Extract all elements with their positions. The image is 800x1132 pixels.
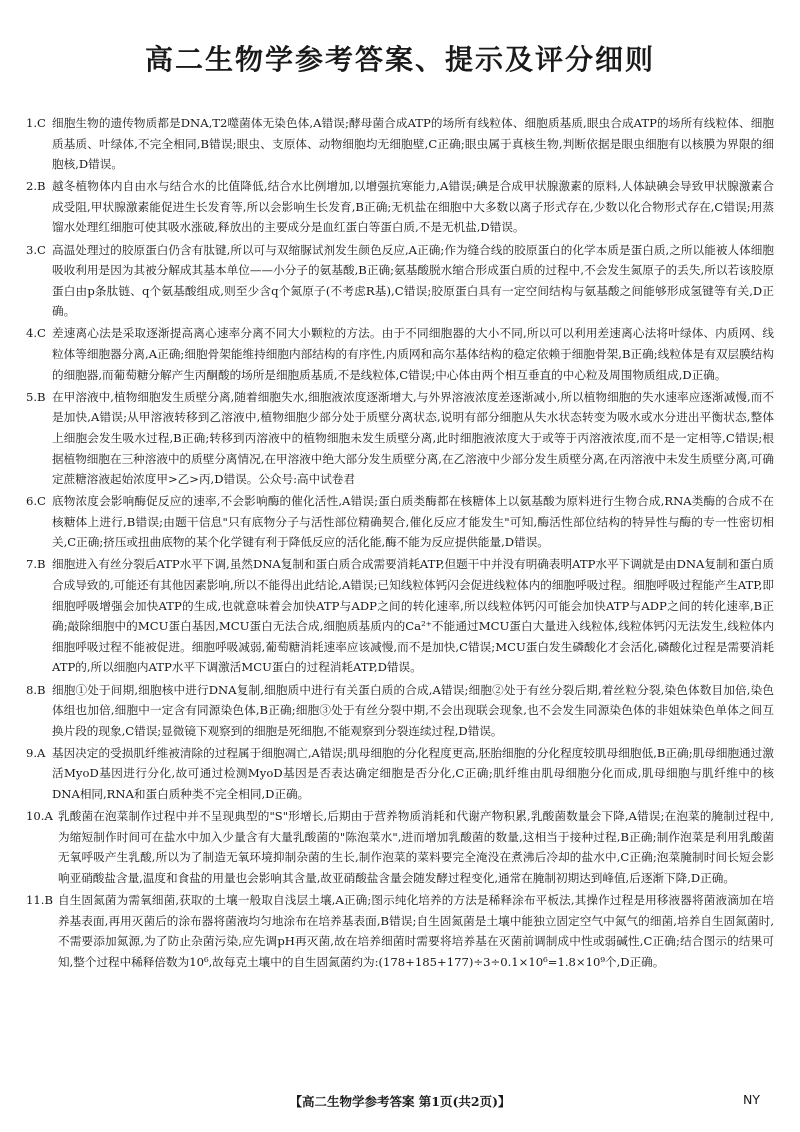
answer-item — [26, 113, 774, 175]
answer-explanation: 高温处理过的胶原蛋白仍含有肽键,所以可与双缩脲试剂发生颜色反应,A正确;作为缝合线的胶原蛋白的化学本质是蛋白质,之所以能被人体细胞吸收利用是因为其被分解成其基本单位——小分子的氨基酸,B正确;氨基酸脱水缩合形成蛋白质的过程中,不会发生氮原子的丢失,所以若该胶原蛋白由p条肽链、q个氨基酸组成,则至少含q个氮原子(不考虑R基),C错误;胶原蛋白具有一定空间结构与氨基酸之间能够形成氢键等有关,D正确。 — [52, 242, 774, 319]
answer-explanation: 差速离心法是采取逐渐提高离心速率分离不同大小颗粒的方法。由于不同细胞器的大小不同,所以可以利用差速离心法将叶绿体、内质网、线粒体等细胞器分离,A正确;细胞骨架能维持细胞内部结构的有序性,内质网和高尔基体结构的稳定依赖于细胞骨架,B正确;线粒体是有双层膜结构的细胞器,而葡萄糖分解产生丙酮酸的场所是细胞质基质,不是线粒体,C错误;中心体由两个相互垂直的中心粒及周围物质组成,D正确。 — [52, 326, 774, 382]
answer-list — [26, 113, 774, 974]
answer-number: 6.C — [26, 494, 46, 509]
answer-explanation: 细胞①处于间期,细胞核中进行DNA复制,细胞质中进行有关蛋白质的合成,A错误;细胞②处于有丝分裂后期,着丝粒分裂,染色体数目加倍,染色体组也加倍,细胞中一定含有同源染色体,B正确;细胞③处于有丝分裂中期,不会出现联会现象,也不会发生同源染色体的非姐妹染色单体之间互换片段的现象,C错误;显微镜下观察到的细胞是死细胞,不能观察到分裂连续过程,D错误。 — [52, 682, 774, 738]
answer-explanation: 基因决定的受损肌纤维被清除的过程属于细胞凋亡,A错误;肌母细胞的分化程度更高,胚胎细胞的分化程度较肌母细胞低,B正确;肌母细胞通过激活MyoD基因进行分化,故可通过检测MyoD基因是否表达确定细胞是否分化,C正确;肌纤维由肌母细胞分化而成,肌母细胞与肌纤维中的核DNA相同,RNA和蛋白质种类不完全相同,D正确。 — [52, 745, 774, 801]
answer-number: 1.C — [26, 116, 46, 130]
answer-explanation: 越冬植物体内自由水与结合水的比值降低,结合水比例增加,以增强抗寒能力,A错误;碘是合成甲状腺激素的原料,人体缺碘会导致甲状腺激素合成受阻,甲状腺激素能促进生长发育等,所以会影响生长发育,B正确;无机盐在细胞中大多数以离子形式存在,少数以化合物形式存在,C错误;用蒸馏水处理红细胞可使其吸水涨破,释放出的主要成分是血红蛋白等蛋白质,不是无机盐,D错误。 — [52, 179, 774, 235]
answer-number: 9.A — [26, 745, 46, 760]
answer-number: 11.B — [26, 892, 53, 907]
answer-number: 3.C — [26, 242, 46, 257]
answer-explanation: 乳酸菌在泡菜制作过程中并不呈现典型的"S"形增长,后期由于营养物质消耗和代谢产物积累,乳酸菌数量会下降,A错误;在泡菜的腌制过程中,为缩短制作时间可在盐水中加入少量含有大量乳酸菌的"陈泡菜水",进而增加乳酸菌的数量,这相当于接种过程,B正确;制作泡菜是利用乳酸菌无氧呼吸产生乳酸,所以为了制造无氧环境抑制杂菌的生长,制作泡菜的菜料要完全淹没在煮沸后冷却的盐水中,C正确;泡菜腌制时间长短会影响亚硝酸盐含量,温度和食盐的用量也会影响其含量,故亚硝酸盐含量会随发酵过程变化,通常在腌制初期达到峰值,后逐渐下降,D正确。 — [58, 809, 774, 885]
answer-explanation: 自生固氮菌为需氧细菌,获取的土壤一般取自浅层土壤,A正确;图示纯化培养的方法是稀释涂布平板法,其操作过程是用移液器将菌液滴加在培养基表面,再用灭菌后的涂布器将菌液均匀地涂布在培养基表面,B错误;自生固氮菌是土壤中能独立固定空气中氮气的细菌,培养自生固氮菌时,不需要添加氮源,为了防止杂菌污染,应先调pH再灭菌,故在培养细菌时需要将培养基在灭菌前调制成中性或弱碱性,C正确;结合图示的结果可知,整个过程中稀释倍数为10⁶,故每克土壤中的自生固氮菌约为:(178+185+177)÷3÷0.1×10⁶=1.8×10⁹个,D正确。 — [58, 892, 774, 969]
answer-item — [26, 743, 774, 805]
answer-number: 10.A — [26, 809, 53, 824]
answer-item — [26, 323, 774, 385]
footer-page-info: 【高二生物学参考答案 第1页(共2页)】 — [289, 1094, 511, 1109]
answer-item — [26, 176, 774, 238]
answer-explanation: 细胞生物的遗传物质都是DNA,T2噬菌体无染色体,A错误;酵母菌合成ATP的场所有线粒体、细胞质基质,眼虫合成ATP的场所有线粒体、细胞质基质、叶绿体,不完全相同,B错误;眼虫、支原体、动物细胞均无细胞壁,C正确;眼虫属于真核生物,判断依据是眼虫细胞有以核膜为界限的细胞核,D错误。 — [52, 116, 774, 172]
answer-item — [26, 240, 774, 322]
answer-explanation: 底物浓度会影响酶促反应的速率,不会影响酶的催化活性,A错误;蛋白质类酶都在核糖体上以氨基酸为原料进行生物合成,RNA类酶的合成不在核糖体上进行,B错误;由题干信息"只有底物分子与活性部位精确契合,催化反应才能发生"可知,酶活性部位结构的特异性与酶的专一性密切相关,C正确;挤压或扭曲底物的某个化学键有利于降低反应的活化能,酶不能为反应提供能量,D错误。 — [52, 494, 774, 550]
answer-item — [26, 387, 774, 490]
footer-code: NY — [743, 1092, 760, 1107]
answer-number: 8.B — [26, 682, 46, 697]
answer-number: 7.B — [26, 557, 46, 572]
answer-number: 2.B — [26, 179, 46, 194]
answer-item — [26, 554, 774, 678]
answer-item — [26, 491, 774, 553]
answer-item — [26, 890, 774, 972]
answer-number: 4.C — [26, 326, 46, 341]
answer-explanation: 在甲溶液中,植物细胞发生质壁分离,随着细胞失水,细胞液浓度逐渐增大,与外界溶液浓度差逐渐减小,所以植物细胞的失水速率应逐渐减慢,而不是加快,A错误;从甲溶液转移到乙溶液中,植物细胞少部分处于质壁分离状态,说明有部分细胞从失水状态转变为吸水或水分进出平衡状态,整体上细胞会发生吸水过程,B正确;转移到丙溶液中的植物细胞未发生质壁分离,此时细胞液浓度大于或等于丙溶液浓度,而不是一定相等,C错误;根据植物细胞在三种溶液中的质壁分离情况,在甲溶液中绝大部分发生质壁分离,在乙溶液中少部分发生质壁分离,在丙溶液中未发生质壁分离,可确定蔗糖溶液起始浓度甲>乙>丙,D错误。公众号:高中试卷君 — [52, 389, 774, 487]
answer-item — [26, 806, 774, 888]
answer-explanation: 细胞进入有丝分裂后ATP水平下调,虽然DNA复制和蛋白质合成需要消耗ATP,但题干中并没有明确表明ATP水平下调就是由DNA复制和蛋白质合成导致的,可能还有其他因素影响,所以不能得出此结论,A错误;已知线粒体钙闪会促进线粒体内的细胞呼吸过程。细胞呼吸过程能产生ATP,即细胞呼吸增强会加快ATP的生成,也就意味着会加快ATP与ADP之间的转化速率,所以线粒体钙闪可能会加快ATP与ADP之间的转化速率,B正确;敲除细胞中的MCU蛋白基因,MCU蛋白无法合成,细胞质基质内的Ca²⁺不能通过MCU蛋白大量进入线粒体,线粒体钙闪无法发生,线粒体内细胞呼吸过程不能被促进。细胞呼吸减弱,葡萄糖消耗速率应该减慢,而不是加快,C错误;MCU蛋白发生磷酸化才会活化,磷酸化过程是需要消耗ATP的,所以细胞内ATP水平下调激活MCU蛋白的过程消耗ATP,D错误。 — [52, 557, 774, 675]
page-title: 高二生物学参考答案、提示及评分细则 — [144, 43, 655, 76]
answer-number: 5.B — [26, 389, 46, 404]
answer-item — [26, 680, 774, 742]
